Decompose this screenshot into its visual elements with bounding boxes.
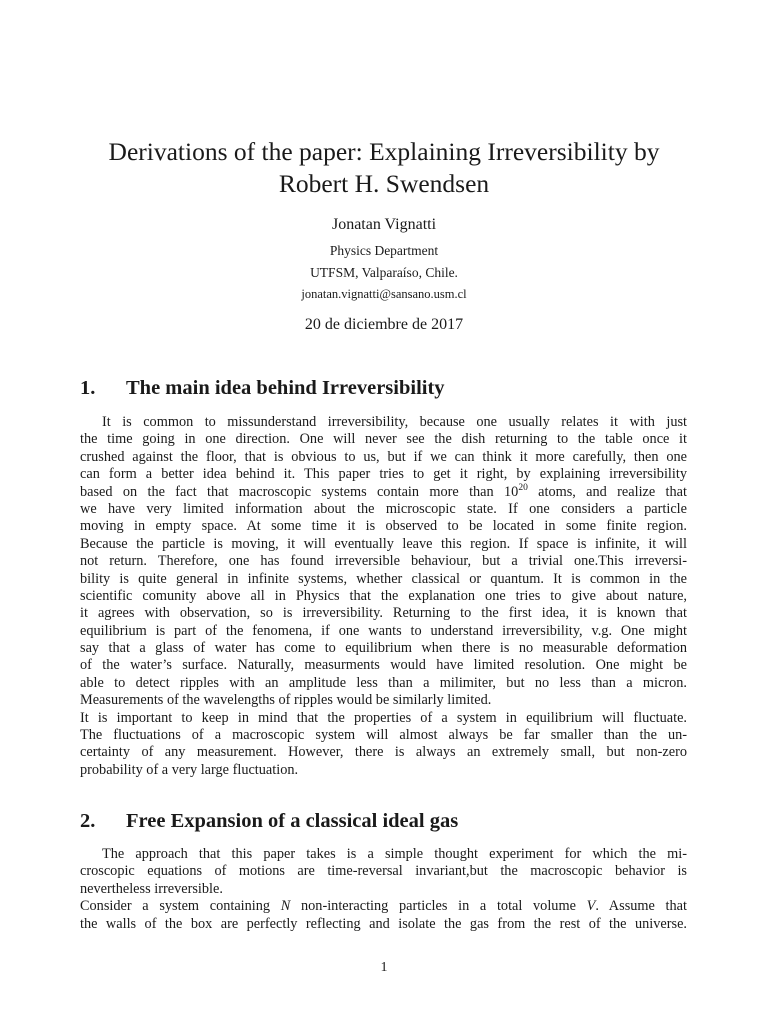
page-number: 1 [380, 960, 388, 975]
body-line: Because the particle is moving, it will eventually leave this region. If space is infinite, it will [80, 535, 687, 552]
body-line-with-exponent [80, 484, 687, 501]
body-line: able to detect ripples with an amplitude less than a milimiter, but no less than a micron. [80, 674, 687, 691]
section-1-heading [80, 377, 688, 400]
section-1-number: 1. [80, 377, 96, 399]
body-line: we have very limited information about the microscopic state. If one considers a particle [80, 500, 687, 517]
body-line: It is important to keep in mind that the properties of a system in equilibrium will fluctuate. [80, 709, 687, 726]
title-line-2: Robert H. Swendsen [278, 169, 490, 198]
body-line: The fluctuations of a macroscopic system will almost always be far smaller than the un- [80, 727, 687, 744]
body-line: of the water’s surface. Naturally, measurments would have limited resolution. One might be [80, 657, 687, 674]
body-line: crushed against the floor, that is obvious to us, but if we can think it more carefully, then one [80, 448, 687, 465]
section-1-title: The main idea behind Irreversibility [126, 377, 445, 399]
section-2-heading [80, 810, 688, 833]
body-line-with-math [80, 898, 687, 915]
body-line: say that a glass of water has come to equilibrium when there is no measurable deformation [80, 640, 687, 657]
body-line: the time going in one direction. One will never see the dish returning to the table once it [80, 431, 687, 448]
body-line: nevertheless irreversible. [80, 880, 223, 897]
exponent: 20 [518, 482, 528, 493]
body-line: it agrees with observation, so is irreversibility. Returning to the first idea, it is known that [80, 605, 687, 622]
paper-title [60, 136, 708, 200]
body-line: croscopic equations of motions are time-reversal invariant,but the macroscopic behavior is [80, 863, 687, 880]
body-line: certainty of any measurement. However, there is always an extremely small, but non-zero [80, 744, 687, 761]
body-line: the walls of the box are perfectly reflecting and isolate the gas from the rest of the universe. [80, 915, 687, 932]
body-text: . Assume that [595, 898, 687, 915]
author-institution: UTFSM, Valparaíso, Chile. [310, 265, 458, 280]
section-2-number: 2. [80, 810, 96, 832]
author-department: Physics Department [329, 243, 439, 258]
math-variable-v: V [586, 898, 596, 915]
paper-date: 20 de diciembre de 2017 [304, 316, 464, 333]
body-line: can form a better idea behind it. This paper tries to get it right, by explaining irreversibility [80, 466, 687, 483]
body-line: The approach that this paper takes is a simple thought experiment for which the mi- [102, 846, 687, 862]
body-line: scientific comunity above all in Physics that the explanation one tries to give about nature, [80, 587, 687, 604]
author-email: jonatan.vignatti@sansano.usm.cl [301, 287, 467, 301]
title-line-1: Derivations of the paper: Explaining Irreversibility by [108, 137, 660, 166]
body-text: atoms, and realize that [527, 483, 687, 500]
body-line: bility is quite general in infinite systems, whether classical or quantum. It is common in the [80, 570, 687, 587]
math-variable-n: N [280, 898, 291, 915]
body-text: Consider a system containing [80, 898, 281, 915]
section-2-title: Free Expansion of a classical ideal gas [126, 810, 459, 832]
body-text: non-interacting particles in a total volume [290, 898, 587, 915]
body-line: moving in empty space. At some time it is observed to be located in some finite region. [80, 518, 687, 535]
body-line: not return. Therefore, one has found irreversible behaviour, but a trivial one.This irreversi- [80, 553, 687, 570]
body-line: probability of a very large fluctuation. [80, 761, 299, 778]
body-line: Measurements of the wavelengths of ripples would be similarly limited. [80, 692, 492, 709]
body-line: It is common to missunderstand irreversibility, because one usually relates it with just [102, 414, 687, 430]
section-2-body [80, 846, 687, 933]
author-name: Jonatan Vignatti [331, 216, 437, 233]
body-text: based on the fact that macroscopic systems contain more than 10 [80, 483, 519, 500]
section-1-body [80, 414, 687, 779]
body-line: equilibrium is part of the fenomena, if one wants to understand irreversibility, v.g. One might [80, 622, 687, 639]
